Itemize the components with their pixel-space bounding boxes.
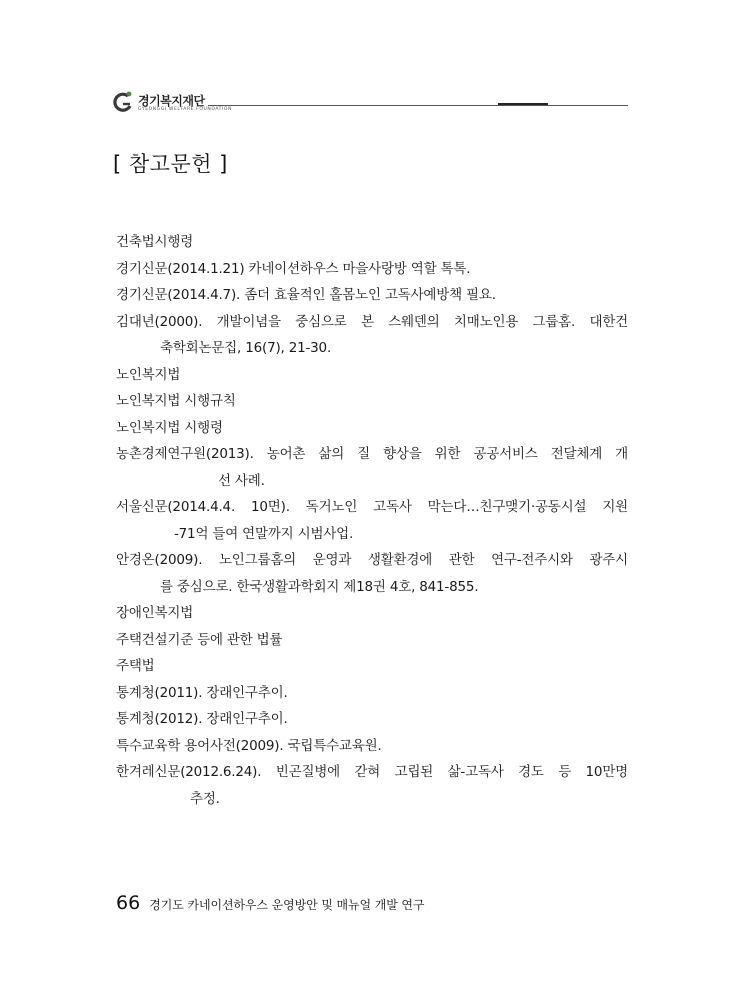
reference-text: 경기신문(2014.1.21) 카네이션하우스 마을사랑방 역할 톡톡.: [116, 260, 471, 277]
reference-text: 장애인복지법: [116, 605, 194, 621]
reference-item: [116, 733, 628, 760]
logo-text: 경기복지재단: [138, 94, 205, 108]
reference-text: 주택건설기준 등에 관한 법률: [116, 631, 283, 648]
reference-text: 김대년(2000). 개발이념을 중심으로 본 스웨덴의 치매노인용 그룹홈. 대한건: [116, 313, 628, 330]
logo-subtext: GYEONGGI WELFARE FOUNDATION: [138, 107, 233, 112]
reference-item: [116, 282, 628, 309]
reference-text: 경기신문(2014.4.7). 좀더 효율적인 홀몸노인 고독사예방책 필요.: [116, 287, 496, 303]
reference-item: [116, 680, 628, 707]
reference-text: 통계청(2012). 장래인구추이.: [116, 711, 288, 727]
reference-continuation: 선 사례.: [218, 472, 265, 489]
reference-text: 노인복지법 시행령: [116, 419, 223, 436]
reference-continuation: 를 중심으로. 한국생활과학회지 제18권 4호, 841-855.: [160, 578, 479, 595]
reference-item: [116, 759, 628, 812]
reference-text: 노인복지법 시행규칙: [116, 393, 236, 409]
page-footer: [116, 892, 424, 914]
reference-continuation: -71억 들여 연말까지 시범사업.: [174, 525, 354, 542]
foundation-logo-icon: [112, 90, 134, 114]
reference-continuation: 추정.: [190, 790, 220, 807]
page-header: [112, 88, 628, 120]
reference-continuation: 축학회논문집, 16(7), 21-30.: [160, 340, 332, 356]
header-divider: [208, 105, 628, 106]
reference-text: 노인복지법: [116, 366, 181, 383]
reference-list: [116, 229, 628, 812]
reference-item: [116, 256, 628, 283]
reference-item: [116, 653, 628, 680]
reference-item: [116, 600, 628, 627]
reference-item: [116, 627, 628, 654]
page-number: 66: [116, 892, 141, 914]
reference-text: 건축법시행령: [116, 234, 194, 250]
reference-item: [116, 494, 628, 547]
header-divider-accent: [498, 103, 548, 105]
reference-item: [116, 309, 628, 362]
reference-text: 서울신문(2014.4.4. 10면). 독거노인 고독사 막는다…친구맺기·공동시설 지원: [116, 499, 628, 515]
reference-text: 한겨레신문(2012.6.24). 빈곤질병에 갇혀 고립된 삶-고독사 경도 등 10만명: [116, 764, 628, 780]
reference-text: 특수교육학 용어사전(2009). 국립특수교육원.: [116, 737, 382, 754]
reference-item: [116, 388, 628, 415]
reference-text: 통계청(2011). 장래인구추이.: [116, 684, 288, 701]
reference-text: 농촌경제연구원(2013). 농어촌 삶의 질 향상을 위한 공공서비스 전달체계 개: [116, 446, 628, 462]
reference-item: [116, 706, 628, 733]
reference-text: 안경온(2009). 노인그룹홈의 운영과 생활환경에 관한 연구-전주시와 광주시: [116, 552, 628, 568]
reference-item: [116, 441, 628, 494]
reference-item: [116, 415, 628, 442]
running-footer-title: 경기도 카네이션하우스 운영방안 및 매뉴얼 개발 연구: [149, 898, 425, 912]
reference-item: [116, 362, 628, 389]
section-title: [ 참고문헌 ]: [113, 152, 228, 176]
reference-text: 주택법: [116, 658, 155, 674]
reference-item: [116, 547, 628, 600]
reference-item: [116, 229, 628, 256]
